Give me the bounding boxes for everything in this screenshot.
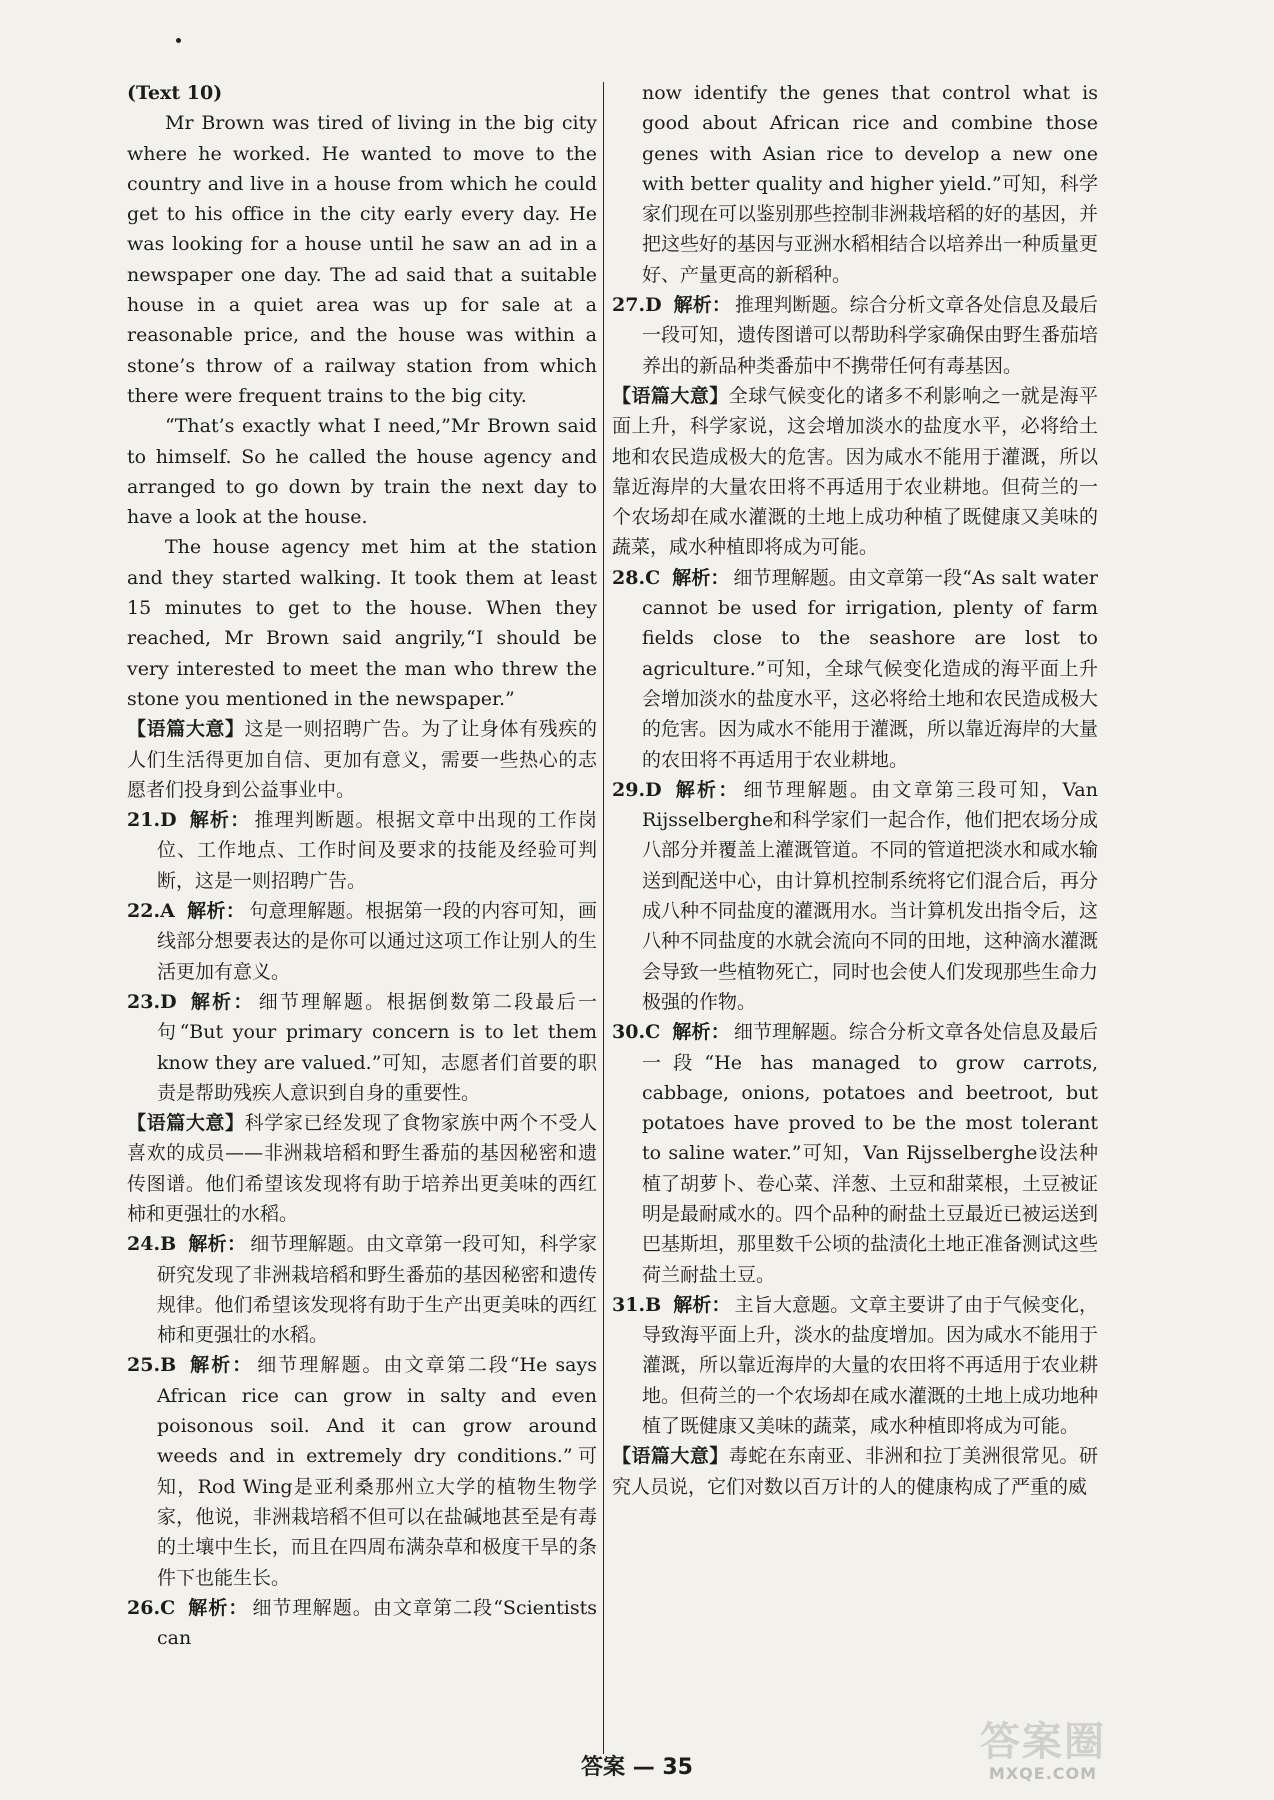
- answer-item-29: [612, 775, 1098, 1017]
- item-number: 26.: [127, 1596, 161, 1619]
- item-explanation: 句意理解题。根据第一段的内容可知，画线部分想要表达的是你可以通过这项工作让别人的生活更加有意义。: [157, 900, 597, 983]
- item-explanation: 细节理解题。综合分析文章各处信息及最后一段“He has managed to grow carrots, cabbage, onions, potatoes and beetroot, but potatoes have proved to be the most tolerant to saline water.”可知，Van Rijsselberghe设法种植了胡萝卜、卷心菜、洋葱、土豆和甜菜根，土豆被证明是最耐咸水的。四个品种的耐盐土豆最近已被运送到巴基斯坦，那里数千公顷的盐渍化土地正准备测试这些荷兰耐盐土豆。: [642, 1021, 1099, 1286]
- answer-item-26: [127, 1593, 597, 1654]
- item-number: 22.: [127, 900, 161, 923]
- item-explanation: 推理判断题。根据文章中出现的工作岗位、工作地点、工作时间及要求的技能及经验可判断，这是一则招聘广告。: [157, 809, 597, 892]
- item-label: 解析：: [188, 1354, 254, 1377]
- item-number: 29.: [612, 778, 646, 801]
- answer-item-24: [127, 1229, 597, 1350]
- item-number: 21.: [127, 809, 161, 832]
- item-explanation: 主旨大意题。文章主要讲了由于气候变化，导致海平面上升，淡水的盐度增加。因为咸水不能用于灌溉，所以靠近海岸的大量的农田将不再适用于农业耕地。但荷兰的一个农场却在咸水灌溉的土地上成功地种植了既健康又美味的蔬菜，咸水种植即将成为可能。: [642, 1293, 1099, 1438]
- item-answer: C: [645, 566, 661, 589]
- item-answer: B: [160, 1354, 177, 1377]
- text10-paragraph-2: “That’s exactly what I need,”Mr Brown said to himself. So he called the house agency and arranged to go down by train the next day to have a look at the house.: [127, 415, 597, 529]
- item-explanation: 细节理解题。由文章第一段可知，科学家研究发现了非洲栽培稻和野生番茄的基因秘密和遗传规律。他们希望该发现将有助于生产出更美味的西红柿和更强壮的水稻。: [157, 1233, 597, 1347]
- answer-item-22: [127, 896, 597, 987]
- item-answer: C: [160, 1596, 176, 1619]
- summary-text: 毒蛇在东南亚、非洲和拉丁美洲很常见。研究人员说，它们对数以百万计的人的健康构成了严重的威: [612, 1445, 1098, 1498]
- item-label: 解析：: [188, 809, 251, 832]
- summary-block: [612, 381, 1098, 563]
- answer-item-31: [612, 1290, 1098, 1441]
- item-explanation: 细节理解题。由文章第二段“Scientists can: [157, 1596, 597, 1650]
- text10-paragraph-3: The house agency met him at the station and they started walking. It took them at least 15 minutes to get to the house. When they reached, Mr Brown said angrily,“I should be very interested to meet the man who threw the stone you mentioned in the newspaper.”: [127, 536, 597, 710]
- answer-item-25: [127, 1350, 597, 1592]
- item-label: 解析：: [188, 1233, 247, 1256]
- item-label: 解析：: [187, 1596, 249, 1619]
- summary-text: 科学家已经发现了食物家族中两个不受人喜欢的成员——非洲栽培稻和野生番茄的基因秘密和遗传图谱。他们希望该发现将有助于培养出更美味的西红柿和更强壮的水稻。: [127, 1112, 597, 1225]
- text10-paragraph-1: Mr Brown was tired of living in the big city where he worked. He wanted to move to the country and live in a house from which he could get to his office in the city early every day. He was looking for a house until he saw an ad in a newspaper one day. The ad said that a suitable house in a quiet area was up for sale at a reasonable price, and the house was within a stone’s throw of a railway station from which there were frequent trains to the big city.: [127, 112, 597, 407]
- item-number: 30.: [612, 1021, 646, 1044]
- item-number: 25.: [127, 1354, 161, 1377]
- summary-block: [127, 714, 597, 805]
- summary-text: 全球气候变化的诸多不利影响之一就是海平面上升，科学家说，这会增加淡水的盐度水平，必将给土地和农民造成极大的危害。因为咸水不能用于灌溉，所以靠近海岸的大量农田将不再适用于农业耕地。但荷兰的一个农场却在咸水灌溉的土地上成功种植了既健康又美味的蔬菜，咸水种植即将成为可能。: [612, 384, 1098, 559]
- answer-item-28: [612, 563, 1098, 775]
- summary-tag: 【语篇大意】: [612, 1445, 729, 1468]
- watermark-logo-text: 答案圈: [980, 1719, 1106, 1765]
- summary-block: [127, 1108, 597, 1229]
- item-answer: A: [160, 900, 175, 923]
- item-label: 解析：: [188, 990, 255, 1013]
- text10-heading: (Text 10): [127, 82, 223, 104]
- summary-tag: 【语篇大意】: [127, 718, 245, 741]
- item-label: 解析：: [673, 294, 731, 317]
- ink-dot: [176, 38, 181, 43]
- item-number: 27.: [612, 294, 646, 317]
- item-answer: D: [160, 990, 177, 1013]
- page-footer: 答案 — 35: [581, 1755, 693, 1780]
- item-number: 23.: [127, 990, 161, 1013]
- watermark-site-text: MXQE.COM: [988, 1764, 1098, 1783]
- item-explanation: 细节理解题。由文章第三段可知，Van Rijsselberghe和科学家们一起合作，他们把农场分成八部分并覆盖上灌溉管道。不同的管道把淡水和咸水输送到配送中心，由计算机控制系统将它们混合后，再分成八种不同盐度的灌溉用水。当计算机发出指令后，这八种不同盐度的水就会流向不同的田地，这种滴水灌溉会导致一些植物死亡，同时也会使人们发现那些生命力极强的作物。: [642, 778, 1099, 1013]
- item-label: 解析：: [673, 1293, 731, 1316]
- item-label: 解析：: [672, 1021, 730, 1044]
- item-number: 24.: [127, 1233, 161, 1256]
- item-answer: B: [160, 1233, 177, 1256]
- left-column: [127, 78, 597, 1653]
- summary-tag: 【语篇大意】: [612, 384, 729, 407]
- column-divider: [603, 82, 604, 1754]
- item-label: 解析：: [673, 778, 740, 801]
- item-explanation: 推理判断题。综合分析文章各处信息及最后一段可知，遗传图谱可以帮助科学家确保由野生番茄培养出的新品种类番茄中不携带任何有毒基因。: [642, 294, 1099, 377]
- summary-tag: 【语篇大意】: [127, 1112, 245, 1135]
- item-answer: D: [645, 294, 662, 317]
- item-answer: D: [160, 809, 177, 832]
- item-answer: C: [645, 1021, 661, 1044]
- summary-block: [612, 1441, 1098, 1502]
- answer-item-30: [612, 1017, 1098, 1290]
- answer-item-21: [127, 805, 597, 896]
- answer-item-23: [127, 987, 597, 1108]
- item-26-continuation: now identify the genes that control what is good about African rice and combine those genes with Asian rice to develop a new one with better quality and higher yield.”可知，科学家们现在可以鉴别那些控制非洲栽培稻的好的基因，并把这些好的基因与亚洲水稻相结合以培养出一种质量更好、产量更高的新稻种。: [642, 82, 1099, 286]
- right-column: [612, 78, 1098, 1502]
- item-number: 31.: [612, 1293, 646, 1316]
- item-explanation: 细节理解题。由文章第二段“He says African rice can grow in salty and even poisonous soil. And it can grow around weeds and in extremely dry conditions.”可知，Rod Wing是亚利桑那州立大学的植物生物学家，他说，非洲栽培稻不但可以在盐碱地甚至是有毒的土壤中生长，而且在四周布满杂草和极度干旱的条件下也能生长。: [157, 1354, 597, 1589]
- item-answer: D: [645, 778, 662, 801]
- summary-text: 这是一则招聘广告。为了让身体有残疾的人们生活得更加自信、更加有意义，需要一些热心的志愿者们投身到公益事业中。: [127, 718, 597, 801]
- answer-item-27: [612, 290, 1098, 381]
- site-watermark-logo: [972, 1719, 1114, 1792]
- item-explanation: 细节理解题。由文章第一段“As salt water cannot be used for irrigation, plenty of farm fields close to the seashore are lost to agriculture.”可知，全球气候变化造成的海平面上升会增加淡水的盐度水平，这必将给土地和农民造成极大的危害。因为咸水不能用于灌溉，所以靠近海岸的大量的农田将不再适用于农业耕地。: [642, 566, 1099, 771]
- item-explanation: 细节理解题。根据倒数第二段最后一句“But your primary concern is to let them know they are valued.”可知，志愿者们首要的职责是帮助残疾人意识到自身的重要性。: [157, 990, 597, 1104]
- item-label: 解析：: [186, 900, 246, 923]
- item-answer: B: [645, 1293, 662, 1316]
- item-label: 解析：: [672, 566, 730, 589]
- item-number: 28.: [612, 566, 646, 589]
